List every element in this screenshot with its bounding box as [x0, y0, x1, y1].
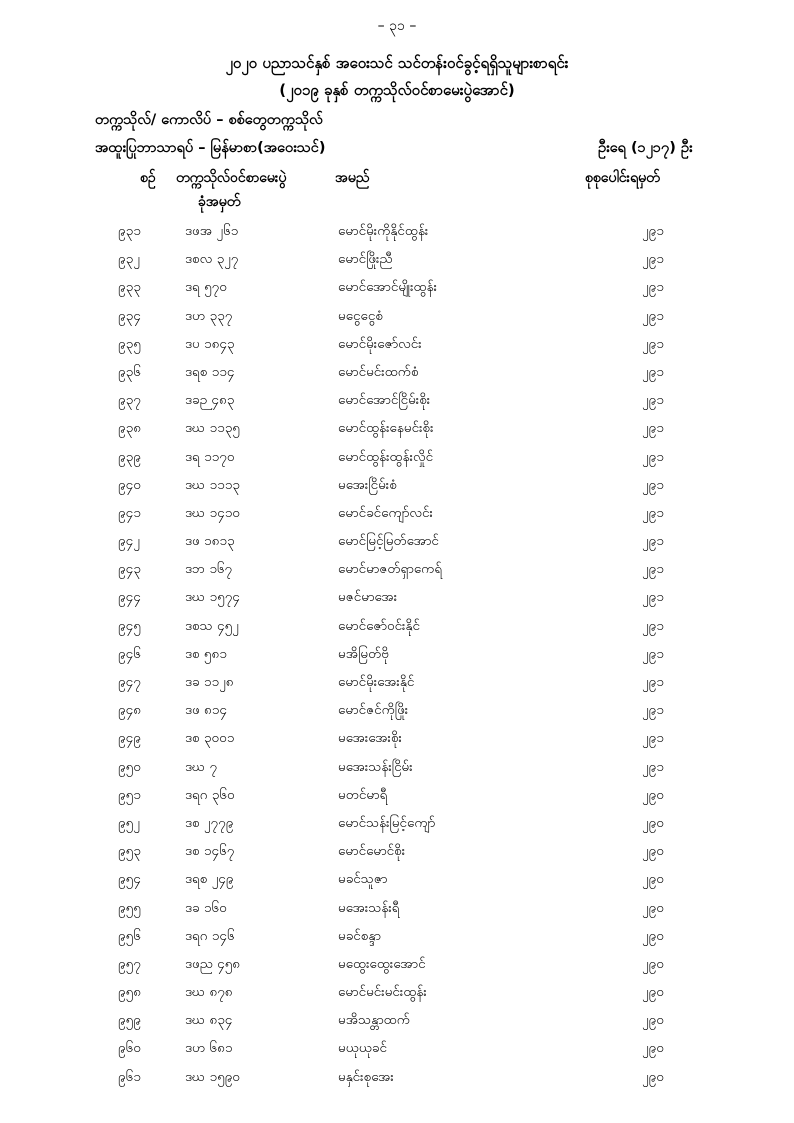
roll-cell: ဒရ ၁၁၇၀: [185, 448, 235, 465]
roll-cell: ဒဃ ၇: [185, 758, 218, 775]
serial-cell: ၉၅၅: [118, 899, 141, 916]
serial-cell: ၉၄၂: [118, 533, 140, 550]
serial-cell: ၉၃၃: [118, 279, 141, 296]
marks-cell: ၂၉၀: [642, 786, 664, 803]
table-row: [0, 363, 794, 391]
marks-cell: ၂၉၀: [642, 927, 664, 944]
serial-cell: ၉၅၁: [118, 786, 141, 803]
table-row: [0, 955, 794, 983]
name-cell: မောင်မိုးအေးနိုင်: [338, 674, 415, 690]
roll-cell: ဒရဂ ၁၄၆: [185, 927, 235, 944]
serial-cell: ၉၃၉: [118, 448, 141, 465]
table-row: [0, 391, 794, 419]
serial-cell: ၉၅၈: [118, 984, 141, 1001]
name-cell: မောင်ခင်ကျော်လင်း: [338, 504, 433, 521]
roll-cell: ဒရ ၅၇၀: [185, 279, 227, 296]
name-cell: မခင်စန္ဒာ: [338, 927, 381, 944]
marks-cell: ၂၉၁: [642, 420, 664, 437]
list-title: ၂၀၂၀ ပညာသင်နှစ် အဝေးသင် သင်တန်းဝင်ခွင့်ရရှိသူများစာရင်း: [225, 54, 569, 72]
serial-cell: ၉၄၆: [118, 645, 141, 662]
marks-cell: ၂၉၁: [642, 617, 664, 634]
name-cell: မောင်အောင်ငြိမ်းစိုး: [338, 392, 431, 409]
roll-cell: ဒပ ၁၈၄၃: [185, 335, 235, 352]
name-cell: မောင်မာဇတ်ရှာကေရ်: [338, 561, 443, 578]
serial-cell: ၉၄၈: [118, 702, 141, 719]
table-row: [0, 814, 794, 842]
results-table: [0, 222, 794, 1096]
serial-cell: ၉၅၃: [118, 843, 141, 860]
roll-cell: ဒရစ ၁၁၄: [185, 363, 235, 380]
list-subtitle: (၂၀၁၉ ခုနှစ် တက္ကသိုလ်ဝင်စာမေးပွဲအောင်): [279, 81, 515, 99]
name-cell: မအိမြတ်ဗို: [338, 645, 389, 662]
serial-cell: ၉၃၅: [118, 335, 141, 352]
table-row: [0, 222, 794, 250]
roll-cell: ဒဃ ၈၃၄: [185, 1012, 233, 1029]
student-count: ဦးရေ (၁၂၁၇) ဦး: [598, 140, 693, 156]
roll-cell: ဒဖ ၁၈၁၃: [185, 533, 235, 550]
table-row: [0, 983, 794, 1011]
marks-cell: ၂၉၁: [642, 645, 664, 662]
roll-cell: ဒဃ ၁၅၇၄: [185, 589, 240, 606]
table-row: [0, 307, 794, 335]
roll-cell: ဒခ ၁၁၂၈: [185, 674, 234, 690]
table-row: [0, 1011, 794, 1039]
table-row: [0, 899, 794, 927]
table-row: [0, 532, 794, 560]
marks-cell: ၂၉၁: [642, 730, 664, 747]
name-cell: မောင်ထွန်းနေမင်းစိုး: [338, 420, 434, 437]
header-total-marks: စုစုပေါင်းရမှတ်: [585, 170, 660, 186]
table-row: [0, 419, 794, 447]
name-cell: မောင်မင်းမင်းထွန်း: [338, 984, 427, 1001]
name-cell: မအိသန္တာထက်: [338, 1012, 410, 1029]
marks-cell: ၂၉၁: [642, 448, 664, 465]
roll-cell: ဒဃ ၈၇၈: [185, 984, 233, 1001]
marks-cell: ၂၉၁: [642, 251, 664, 268]
name-cell: မောင်မိုးကိုနိုင်ထွန်း: [338, 223, 429, 239]
table-row: [0, 588, 794, 616]
marks-cell: ၂၉၀: [642, 814, 664, 831]
serial-cell: ၉၃၈: [118, 420, 141, 437]
marks-cell: ၂၉၀: [642, 1040, 664, 1057]
name-cell: မအေးသန်းရီ: [338, 899, 400, 916]
serial-cell: ၉၃၁: [118, 223, 141, 239]
marks-cell: ၂၉၀: [642, 843, 664, 860]
roll-cell: ဒခ ၁၆၀: [185, 899, 227, 916]
serial-cell: ၉၃၂: [118, 251, 140, 268]
roll-cell: ဒဘ ၁၆၇: [185, 561, 233, 578]
table-row: [0, 701, 794, 729]
name-cell: မောင်ဇင်ကိုဖြိုး: [338, 702, 409, 719]
table-row: [0, 504, 794, 532]
marks-cell: ၂၉၀: [642, 871, 664, 888]
serial-cell: ၉၅၆: [118, 927, 141, 944]
name-cell: မအေးအေးစိုး: [338, 730, 402, 747]
marks-cell: ၂၉၁: [642, 758, 664, 775]
name-cell: မောင်မင်းထက်စံ: [338, 363, 419, 380]
marks-cell: ၂၉၁: [642, 589, 664, 606]
table-row: [0, 786, 794, 814]
header-serial: စဉ်: [140, 170, 156, 186]
marks-cell: ၂၉၁: [642, 279, 664, 296]
serial-cell: ၉၄၀: [118, 476, 141, 493]
serial-cell: ၉၅၇: [118, 955, 141, 972]
marks-cell: ၂၉၁: [642, 223, 664, 239]
marks-cell: ၂၉၁: [642, 335, 664, 352]
name-cell: မောင်အောင်မျိုးထွန်း: [338, 279, 437, 296]
serial-cell: ၉၅၂: [118, 814, 140, 831]
roll-cell: ဒစ ၅၈၁: [185, 645, 227, 662]
roll-cell: ဒဃ ၁၁၁၃: [185, 476, 240, 493]
serial-cell: ၉၆၁: [118, 1068, 141, 1085]
marks-cell: ၂၉၁: [642, 561, 664, 578]
table-row: [0, 870, 794, 898]
name-cell: မောင်ဖြိုးညီ: [338, 251, 393, 268]
name-cell: မငွေငွေစံ: [338, 307, 383, 324]
table-row: [0, 1068, 794, 1096]
name-cell: မခင်သူဇာ: [338, 871, 388, 888]
marks-cell: ၂၉၁: [642, 363, 664, 380]
serial-cell: ၉၄၁: [118, 504, 141, 521]
roll-cell: ဒဖ ၈၁၄: [185, 702, 227, 719]
marks-cell: ၂၉၀: [642, 899, 664, 916]
name-cell: မတင်မာရီ: [338, 786, 388, 803]
marks-cell: ၂၉၁: [642, 504, 664, 521]
header-roll-number: တက္ကသိုလ်ဝင်စာမေးပွဲ: [176, 170, 287, 186]
serial-cell: ၉၄၄: [118, 589, 141, 606]
header-name: အမည်: [335, 170, 370, 186]
serial-cell: ၉၃၄: [118, 307, 141, 324]
roll-cell: ဒရဂ ၃၆၀: [185, 786, 235, 803]
roll-cell: ဒစသ ၄၅၂: [185, 617, 239, 634]
table-row: [0, 278, 794, 306]
serial-cell: ၉၄၇: [118, 674, 141, 690]
serial-cell: ၉၆၀: [118, 1040, 141, 1057]
serial-cell: ၉၃၆: [118, 363, 141, 380]
roll-cell: ဒဃ ၁၅၉၀: [185, 1068, 240, 1085]
table-row: [0, 250, 794, 278]
roll-cell: ဒဟ ၆၈၁: [185, 1040, 233, 1057]
serial-cell: ၉၅၉: [118, 1012, 141, 1029]
table-row: [0, 842, 794, 870]
marks-cell: ၂၉၀: [642, 1012, 664, 1029]
university-line: တက္ကသိုလ်/ ကောလိပ် – စစ်တွေတက္ကသိုလ်: [95, 112, 323, 128]
marks-cell: ၂၉၁: [642, 392, 664, 409]
roll-cell: ဒဃ ၁၁၃၅: [185, 420, 240, 437]
name-cell: မောင်မောင်စိုး: [338, 843, 406, 860]
marks-cell: ၂၉၁: [642, 533, 664, 550]
name-cell: မောင်မြင့်မြတ်အောင်: [338, 533, 439, 550]
name-cell: မအေးသန်းငြိမ်း: [338, 758, 413, 775]
marks-cell: ၂၉၁: [642, 702, 664, 719]
table-row: [0, 335, 794, 363]
serial-cell: ၉၄၉: [118, 730, 141, 747]
page-number: – ၃၁ –: [377, 18, 417, 34]
marks-cell: ၂၉၀: [642, 1068, 664, 1085]
roll-cell: ဒခဉ ၄၈၃: [185, 392, 235, 409]
roll-cell: ဒဃ ၁၄၁၀: [185, 504, 240, 521]
serial-cell: ၉၅၀: [118, 758, 141, 775]
table-row: [0, 758, 794, 786]
table-row: [0, 673, 794, 701]
name-cell: မောင်ဇော်ဝင်းနိုင်: [338, 617, 420, 634]
marks-cell: ၂၉၁: [642, 476, 664, 493]
table-row: [0, 476, 794, 504]
roll-cell: ဒဖည ၄၅၈: [185, 955, 240, 972]
subject-line: အထူးပြုဘာသာရပ် – မြန်မာစာ(အဝေးသင်): [95, 140, 326, 156]
roll-cell: ဒဟ ၃၃၇: [185, 307, 233, 324]
name-cell: မအေးငြိမ်းစံ: [338, 476, 397, 493]
name-cell: မယုယုခင်: [338, 1040, 388, 1057]
table-row: [0, 645, 794, 673]
marks-cell: ၂၉၁: [642, 674, 664, 690]
roll-cell: ဒစလ ၃၂၇: [185, 251, 239, 268]
name-cell: မနှင်းစုအေး: [338, 1068, 394, 1085]
roll-cell: ဒစ ၂၇၇၉: [185, 814, 234, 831]
marks-cell: ၂၉၀: [642, 955, 664, 972]
table-row: [0, 927, 794, 955]
table-row: [0, 560, 794, 588]
serial-cell: ၉၅၄: [118, 871, 141, 888]
serial-cell: ၉၄၃: [118, 561, 141, 578]
name-cell: မထွေးထွေးအောင်: [338, 955, 426, 972]
roll-cell: ဒရစ ၂၄၉: [185, 871, 234, 888]
roll-cell: ဒစ ၁၄၆၇: [185, 843, 235, 860]
table-row: [0, 448, 794, 476]
name-cell: မောင်သန်းမြင့်ကျော်: [338, 814, 436, 831]
header-roll-number-line-2: ခုံအမှတ်: [198, 194, 241, 210]
name-cell: မောင်ထွန်းထွန်းလှိုင်: [338, 448, 434, 465]
marks-cell: ၂၉၀: [642, 984, 664, 1001]
table-row: [0, 1039, 794, 1067]
serial-cell: ၉၃၇: [118, 392, 141, 409]
marks-cell: ၂၉၁: [642, 307, 664, 324]
table-row: [0, 729, 794, 757]
serial-cell: ၉၄၅: [118, 617, 141, 634]
roll-cell: ဒဖအ ၂၆၁: [185, 223, 239, 239]
roll-cell: ဒစ ၃၀၀၁: [185, 730, 235, 747]
name-cell: မောင်မိုးဇော်လင်း: [338, 335, 422, 352]
name-cell: မဇင်မာအေး: [338, 589, 398, 606]
table-row: [0, 617, 794, 645]
